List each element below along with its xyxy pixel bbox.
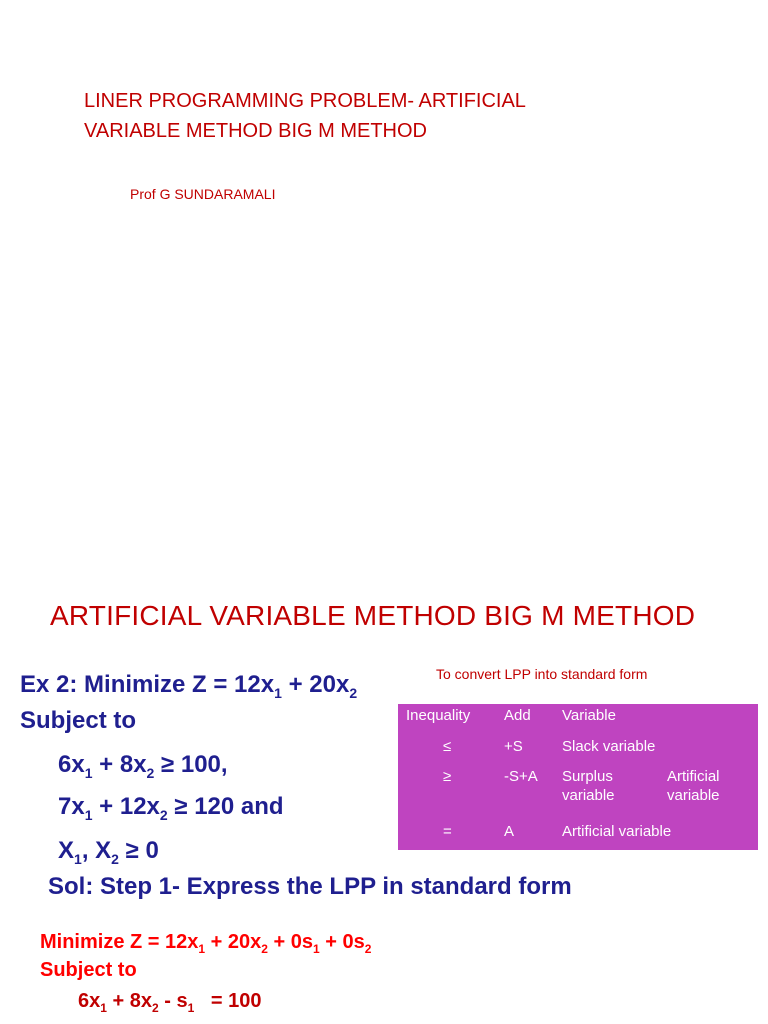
- constraint-1: $6x_1 + 8x_2 \ge 100$,: [58, 751, 228, 781]
- slide1-title-line2: VARIABLE METHOD BIG M METHOD: [84, 120, 427, 142]
- table-header-inequality: Inequality: [406, 707, 471, 724]
- conversion-table: [398, 704, 758, 850]
- table-row3-add: A: [504, 823, 515, 840]
- slide1-title-line1: LINER PROGRAMMING PROBLEM- ARTIFICIAL: [84, 90, 526, 112]
- standard-form-constraint-1: $6x_1 + 8x_2 - s_1 = 100$: [78, 990, 262, 1015]
- constraint-2: $7x_1 + 12x_2 \ge 120$ and: [58, 793, 284, 823]
- table-row3-variable: Artificial variable: [562, 823, 672, 840]
- table-header-variable: Variable: [562, 707, 616, 724]
- table-row1-variable: Slack variable: [562, 738, 656, 755]
- table-row3-inequality: =: [443, 823, 452, 840]
- table-row2-inequality: ≥: [443, 768, 452, 785]
- table-row2-variable: Surplus variable: [562, 768, 615, 804]
- standard-form-subject-to: Subject to: [40, 959, 137, 981]
- standard-form-objective: Minimize $Z = 12x_1 + 20x_2 + 0s_1 + 0s_2$: [40, 931, 372, 956]
- non-negativity-constraint: $X_1$, $X_2 \ge 0$: [58, 837, 159, 867]
- slide1-title: [84, 86, 526, 146]
- table-row2-add: -S+A: [504, 768, 538, 785]
- solution-step-1: Sol: Step 1- Express the LPP in standard form: [48, 873, 572, 900]
- subject-to-label: Subject to: [20, 707, 137, 734]
- conversion-note: To convert LPP into standard form: [436, 666, 648, 682]
- table-row1-add: +S: [504, 738, 523, 755]
- table-row1-inequality: ≤: [443, 738, 452, 755]
- slide2-title: ARTIFICIAL VARIABLE METHOD BIG M METHOD: [50, 600, 696, 631]
- slide1-author: Prof G SUNDARAMALI: [130, 186, 276, 202]
- table-header-add: Add: [504, 707, 531, 724]
- table-row2-extra: Artificial variable: [667, 768, 720, 804]
- objective-function: Ex 2: Minimize $Z = 12x_1 + 20x_2$: [20, 671, 358, 701]
